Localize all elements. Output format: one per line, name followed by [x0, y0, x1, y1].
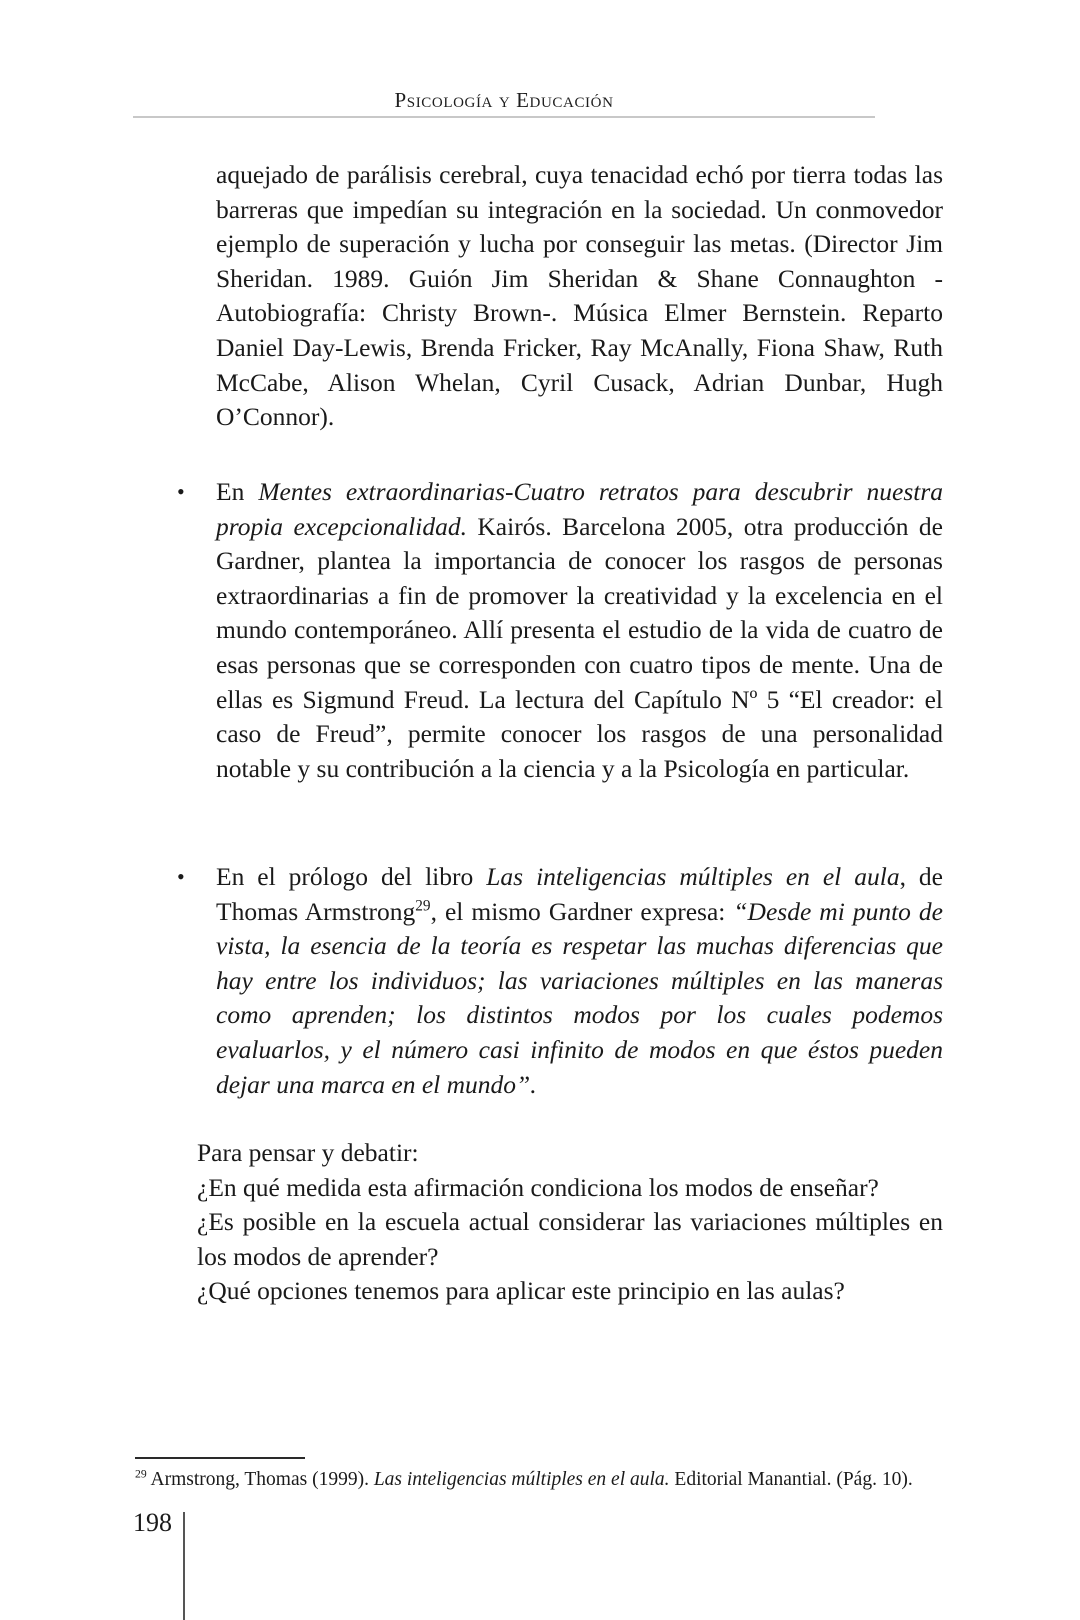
bullet-text [216, 860, 943, 1102]
bullet-text [216, 475, 943, 786]
bullet-lead-text: En el prólogo del libro [216, 862, 487, 891]
bullet-icon: • [177, 479, 185, 504]
bullet-lead-text: En [216, 477, 259, 506]
bullet-body-text: Kairós. Barcelona 2005, otra producción de Gardner, plantea la importancia de conocer los rasgos de personas extraordinarias a fin de promover la creatividad y la excelencia en el mundo contemporáneo. Allí presenta el estudio de la vida de cuatro de esas personas que se corresponden con cuatro tipos de mente. Una de ellas es Sigmund Freud. La lectura del Capítulo Nº 5 “El creador: el caso de Freud”, permite conocer los rasgos de una personalidad notable y su contribución a la ciencia y a la Psicología en particular. [216, 511, 943, 783]
footnote-reference[interactable]: 29 [415, 897, 431, 915]
bullet-icon: • [177, 864, 185, 889]
page-number: 198 [133, 1508, 172, 1537]
discussion-section [197, 1136, 943, 1309]
page-number-rule [183, 1512, 185, 1620]
bullet-item-inteligencias-multiples [177, 860, 943, 1102]
gardner-quote: “Desde mi punto de vista, la esencia de la teoría es respetar las muchas diferencias que hay entre los individuos; las variaciones múltiples en las maneras como aprenden; los distintos modos por los cuales podemos evaluarlos, y el número casi infinito de modos en que éstos pueden dejar una marca en el mundo”. [216, 896, 943, 1099]
running-head-title: Psicología y Educación [394, 88, 614, 112]
discussion-question: ¿Qué opciones tenemos para aplicar este principio en las aulas? [197, 1276, 845, 1306]
footnote-author: Armstrong, Thomas (1999). [146, 1469, 374, 1490]
discussion-heading: Para pensar y debatir: [197, 1138, 419, 1167]
continuation-paragraph [216, 158, 943, 435]
footnote-title: Las inteligencias múltiples en el aula. [373, 1469, 670, 1490]
bullet-middle-text: , de Thomas Armstrong [216, 862, 943, 926]
footnote-publisher: Editorial Manantial. (Pág. 10). [669, 1469, 913, 1490]
bullet-item-mentes-extraordinarias [177, 475, 943, 786]
discussion-question: ¿Es posible en la escuela actual considerar las variaciones múltiples en los modos de aprender? [197, 1207, 943, 1271]
bullet-middle-text-2: , el mismo Gardner expresa: [430, 896, 734, 926]
discussion-question: ¿En qué medida esta afirmación condiciona los modos de enseñar? [197, 1172, 879, 1202]
header-rule [133, 116, 875, 118]
footnote [135, 1467, 945, 1493]
footnote-number: 29 [135, 1467, 147, 1481]
paragraph-text: aquejado de parálisis cerebral, cuya tenacidad echó por tierra todas las barreras que impedían su integración en la sociedad. Un conmovedor ejemplo de superación y lucha por conseguir las metas. (Director Jim Sheridan. 1989. Guión Jim Sheridan & Shane Connaughton -Autobiografía: Christy Brown-. Música Elmer Bernstein. Reparto Daniel Day-Lewis, Brenda Fricker, Ray McAnally, Fiona Shaw, Ruth McCabe, Alison Whelan, Cyril Cusack, Adrian Dunbar, Hugh O’Connor). [216, 160, 943, 432]
footnote-rule [135, 1457, 305, 1459]
book-title: Mentes extraordinarias-Cuatro retratos para descubrir nuestra propia excepcionalidad. [216, 477, 943, 541]
book-title: Las inteligencias múltiples en el aula [486, 862, 900, 891]
